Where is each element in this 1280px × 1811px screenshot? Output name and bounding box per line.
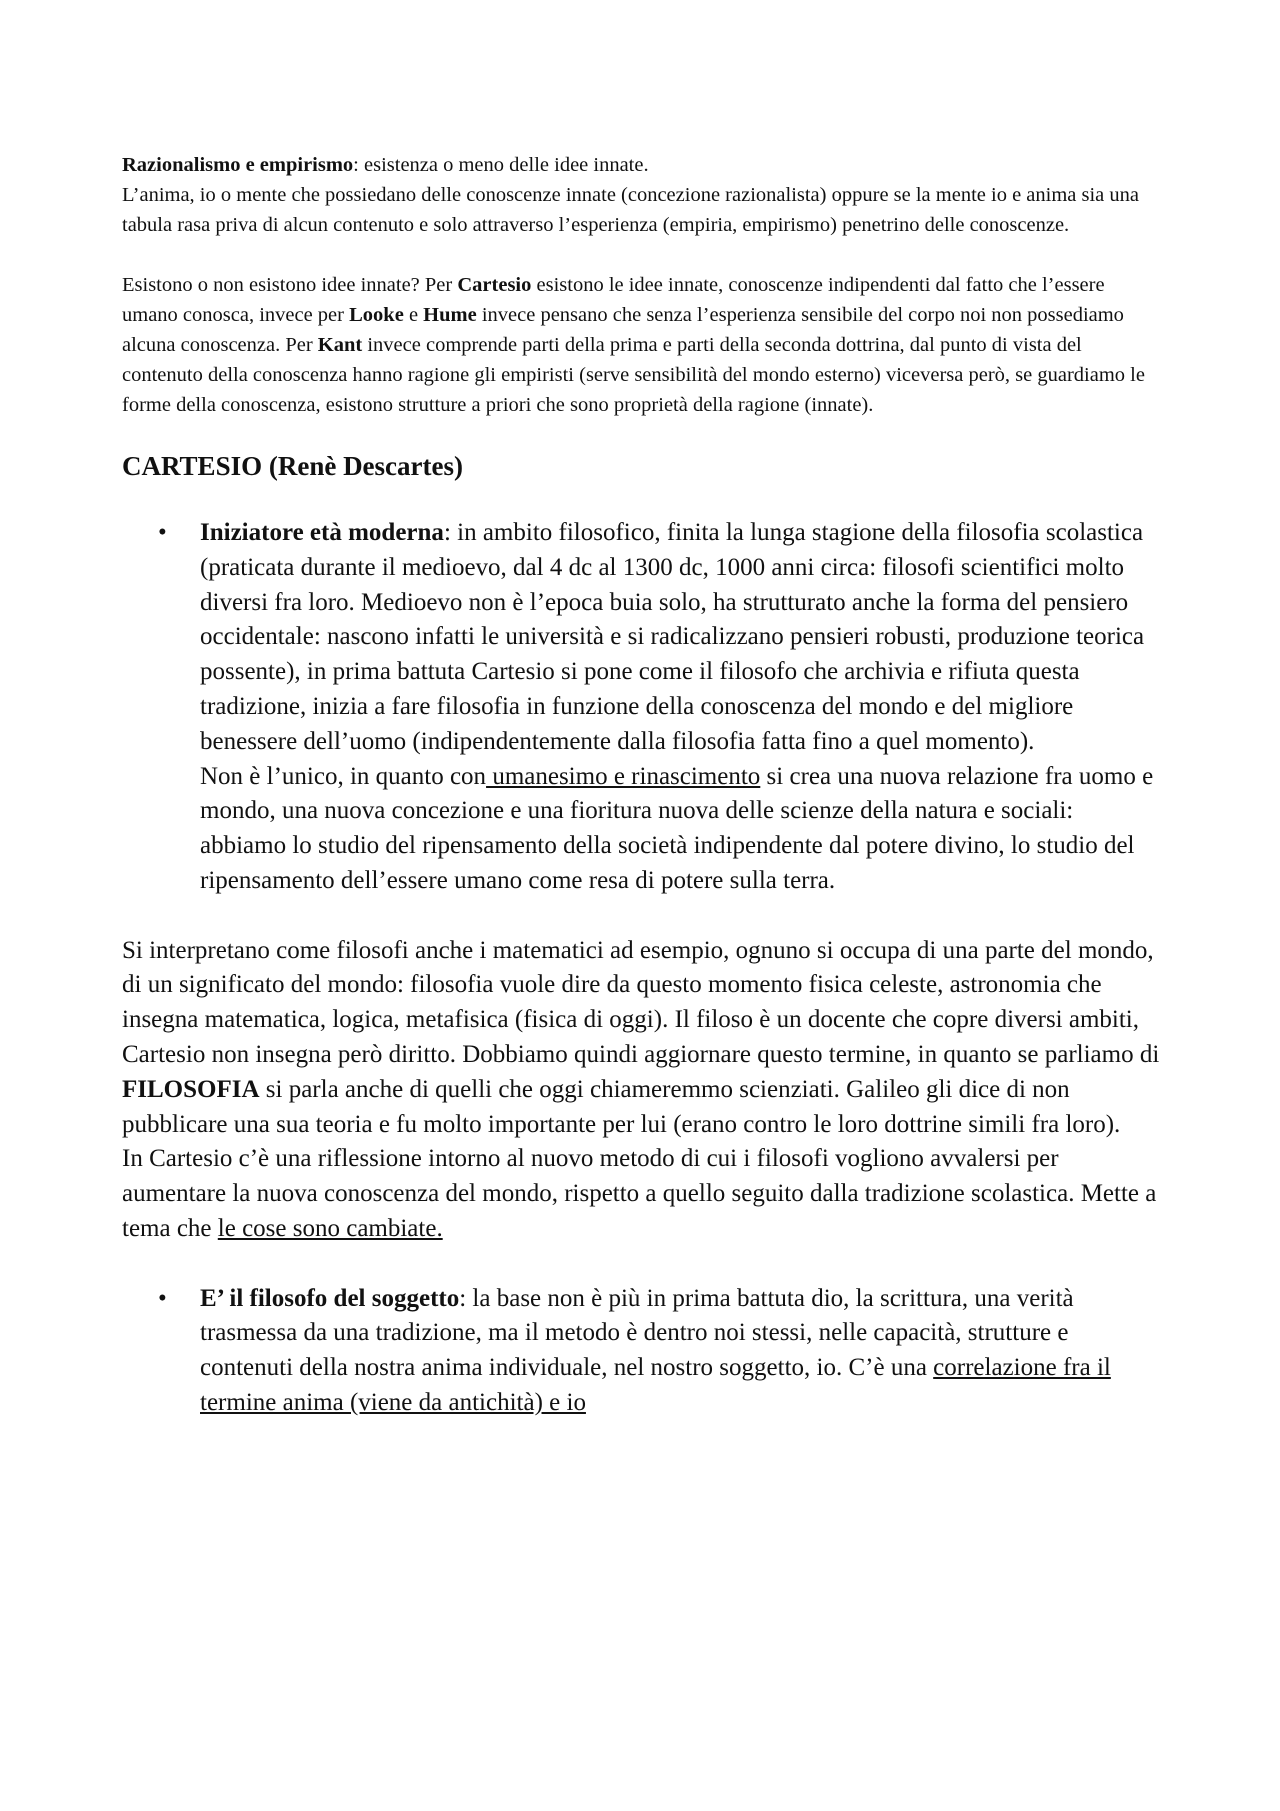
term-looke: Looke [349,304,404,326]
underlined-correlazione: correlazione fra il termine anima (viene da antichità) e io [200,1354,1111,1416]
underlined-cose-cambiate: le cose sono cambiate. [217,1214,443,1242]
section-title: CARTESIO (Renè Descartes) [122,451,463,481]
term-razionalismo: Razionalismo e empirismo [122,154,354,176]
term-kant: Kant [317,334,363,356]
intro-p2-text-3: e [403,304,424,326]
bullet-glyph: • [158,519,167,546]
intro-paragraph-2 [122,270,1162,420]
body-paragraph [122,934,1162,1247]
list-item [122,1282,1162,1421]
bullet-list-2 [122,1282,1162,1421]
bullet-list-1 [122,516,1162,899]
spacer [122,1247,1162,1282]
spacer [122,420,1162,446]
spacer [122,240,1162,270]
bullet1-text [200,516,1162,760]
document-page [122,150,1162,1421]
bullet1-p2-rest: si crea una nuova relazione fra uomo e mondo, una nuova concezione e una fioritura nuova delle scienze della natura e sociali: abbiamo lo studio del ripensamento della società indipendente dal potere divino, lo studio del ripensamento dell’essere umano come resa di potere sulla terra. [200,762,1154,894]
bullet2-text [200,1282,1162,1421]
term-soggetto: E’ il filosofo del soggetto [200,1284,460,1312]
para-text-3: In Cartesio c’è una riflessione intorno al nuovo metodo di cui i filosofi vogliono avvalersi per aumentare la nuova conoscenza del mondo, rispetto a quello seguito dalla tradizione scolastica. Mette a tema che [122,1145,1157,1242]
bullet1-body: : in ambito filosofico, finita la lunga stagione della filosofia scolastica (praticata durante il medioevo, dal 4 dc al 1300 dc, 1000 anni circa: filosofi scientifici molto diversi fra loro. Medioevo non è l’epoca buia solo, ha strutturato anche la forma del pensiero occidentale: nascono infatti le università e si radicalizzano pensieri robusti, produzione teorica possente), in prima battuta Cartesio si pone come il filosofo che archivia e rifiuta questa tradizione, inizia a fare filosofia in funzione della conoscenza del mondo e del migliore benessere dell’uomo (indipendentemente dalla filosofia fatta fino a quel momento). [200,519,1145,755]
term-iniziatore: Iniziatore età moderna [200,519,444,546]
term-hume: Hume [423,304,477,326]
bullet1-p2-start: Non è l’unico, in quanto con [200,762,487,790]
spacer [122,899,1162,934]
bullet1-paragraph-2 [200,760,1162,899]
term-cartesio: Cartesio [457,274,532,296]
intro-p2-text-4: invece pensano che senza l’esperienza sensibile del corpo noi non possediamo alcuna conoscenza. Per [122,304,1124,356]
intro-p2-text-2: esistono le idee innate, conoscenze indipendenti dal fatto che l’essere umano conosca, invece per [122,274,1105,326]
para-text-1: Si interpretano come filosofi anche i matematici ad esempio, ognuno si occupa di una parte del mondo, di un significato del mondo: filosofia vuole dire da questo momento fisica celeste, astronomia che insegna matematica, logica, metafisica (fisica di oggi). Il filoso è un docente che copre diversi ambiti, Cartesio non insegna però diritto. Dobbiamo quindi aggiornare questo termine, in quanto se parliamo di [122,936,1160,1068]
bullet-glyph: • [158,1284,167,1312]
intro-p1-body: L’anima, io o mente che possiedano delle conoscenze innate (concezione razionalista) oppure se la mente io e anima sia una tabula rasa priva di alcun contenuto e solo attraverso l’esperienza (empiria, empirismo) penetrino delle conoscenze. [122,184,1140,236]
para-text-2: si parla anche di quelli che oggi chiameremmo scienziati. Galileo gli dice di non pubblicare una sua teoria e fu molto importante per lui (erano contro le loro dottrine simili fra loro). [122,1075,1121,1138]
intro-paragraph-1 [122,150,1162,240]
term-filosofia: FILOSOFIA [122,1075,260,1103]
intro-p1-rest: : esistenza o meno delle idee innate. [353,154,649,176]
bullet2-body: : la base non è più in prima battuta dio, la scrittura, una verità trasmessa da una tradizione, ma il metodo è dentro noi stessi, nelle capacità, strutture e contenuti della nostra anima individuale, nel nostro soggetto, io. C’è una [200,1284,1074,1382]
underlined-umanesimo: umanesimo e rinascimento [486,762,761,790]
intro-p2-text-1: Esistono o non esistono idee innate? Per [122,274,458,296]
spacer [122,486,1162,516]
intro-p2-text-5: invece comprende parti della prima e parti della seconda dottrina, dal punto di vista del contenuto della conoscenza hanno ragione gli empiristi (serve sensibilità del mondo esterno) viceversa però, se guardiamo le forme della conoscenza, esistono strutture a priori che sono proprietà della ragione (innate). [122,334,1145,416]
list-item [122,516,1162,899]
